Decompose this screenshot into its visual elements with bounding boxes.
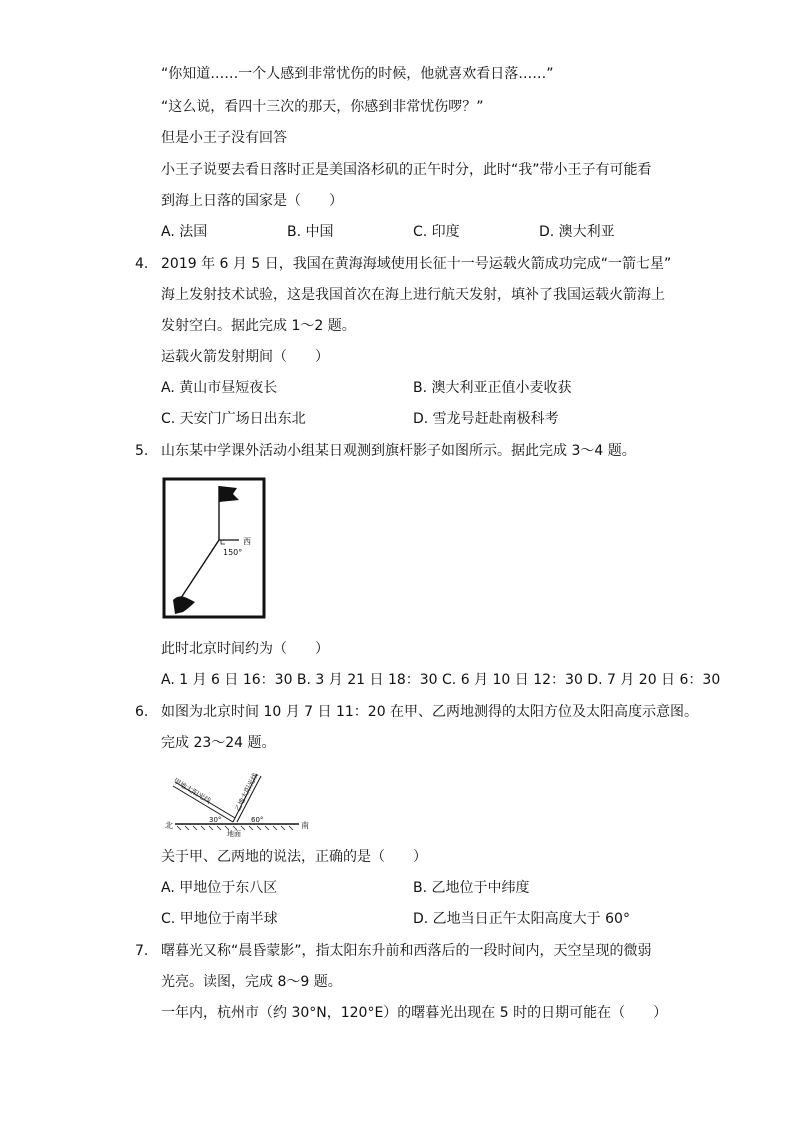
question-text: 2019 年 6 月 5 日，我国在黄海海域使用长征十一号运载火箭成功完成“一箭七星” xyxy=(161,256,672,272)
south-label: 南 xyxy=(301,821,309,830)
option-a: A. 黄山市昼短夜长 xyxy=(161,380,278,396)
passage-line: “你知道……一个人感到非常忧伤的时候，他就喜欢看日落……” xyxy=(161,66,554,82)
question-text: 曙暮光又称“晨昏蒙影”，指太阳东升前和西落后的一段时间内，天空呈现的微弱 xyxy=(161,943,652,959)
left-ray-label: 甲地太阳光线 xyxy=(171,776,213,806)
right-ray-label: 乙地太阳光线 xyxy=(233,771,260,813)
question-text: 发射空白。据此完成 1～2 题。 xyxy=(161,318,356,334)
options-line: A. 1 月 6 日 16：30 B. 3 月 21 日 18：30 C. 6 月 10 日 12：30 D. 7 月 20 日 6：30 xyxy=(161,672,721,688)
option-a: A. 甲地位于东八区 xyxy=(161,880,278,896)
left-sun-ray xyxy=(173,786,233,822)
question-text: 小王子说要去看日落时正是美国洛杉矶的正午时分，此时“我”带小王子有可能看 xyxy=(161,162,652,178)
ground-label: 地面 xyxy=(227,830,241,838)
option-c: C. 印度 xyxy=(413,224,460,240)
option-b: B. 乙地位于中纬度 xyxy=(413,880,530,896)
west-label: 西 xyxy=(243,537,251,546)
option-b: B. 澳大利亚正值小麦收获 xyxy=(413,380,572,396)
question-text: 光亮。读图，完成 8～9 题。 xyxy=(161,974,342,990)
option-d: D. 乙地当日正午太阳高度大于 60° xyxy=(413,911,630,927)
question-number: 6. xyxy=(135,704,149,720)
question-stem: 运载火箭发射期间（ ） xyxy=(161,349,329,365)
north-label: 北 xyxy=(165,821,173,830)
question-text: 山东某中学课外活动小组某日观测到旗杆影子如图所示。据此完成 3～4 题。 xyxy=(161,443,636,459)
question-text: 如图为北京时间 10 月 7 日 11：20 在甲、乙两地测得的太阳方位及太阳高度示意图。 xyxy=(161,704,699,720)
question-number: 5. xyxy=(135,443,149,459)
angle-label: 150° xyxy=(223,548,243,557)
question-number: 7. xyxy=(135,943,149,959)
left-angle-label: 30° xyxy=(209,816,222,824)
passage-line: 但是小王子没有回答 xyxy=(161,130,287,146)
question-number: 4. xyxy=(135,256,149,272)
question-text: 完成 23～24 题。 xyxy=(161,735,276,751)
option-d: D. 澳大利亚 xyxy=(539,224,615,240)
option-d: D. 雪龙号赶赴南极科考 xyxy=(413,411,559,427)
question-text: 到海上日落的国家是（ ） xyxy=(161,193,343,209)
option-a: A. 法国 xyxy=(161,224,208,240)
question-stem: 一年内，杭州市（约 30°N，120°E）的曙暮光出现在 5 时的日期可能在（ ） xyxy=(161,1005,668,1021)
flagpole-shadow-figure xyxy=(161,476,267,620)
passage-line: “这么说，看四十三次的那天，你感到非常忧伤啰？” xyxy=(161,99,484,115)
question-stem: 关于甲、乙两地的说法，正确的是（ ） xyxy=(161,849,427,865)
question-stem: 此时北京时间约为（ ） xyxy=(161,641,329,657)
option-c: C. 甲地位于南半球 xyxy=(161,911,278,927)
option-b: B. 中国 xyxy=(287,224,334,240)
right-angle-label: 60° xyxy=(251,816,264,824)
question-text: 海上发射技术试验，这是我国首次在海上进行航天发射，填补了我国运载火箭海上 xyxy=(161,287,665,303)
sun-altitude-figure xyxy=(161,764,311,840)
option-c: C. 天安门广场日出东北 xyxy=(161,411,306,427)
